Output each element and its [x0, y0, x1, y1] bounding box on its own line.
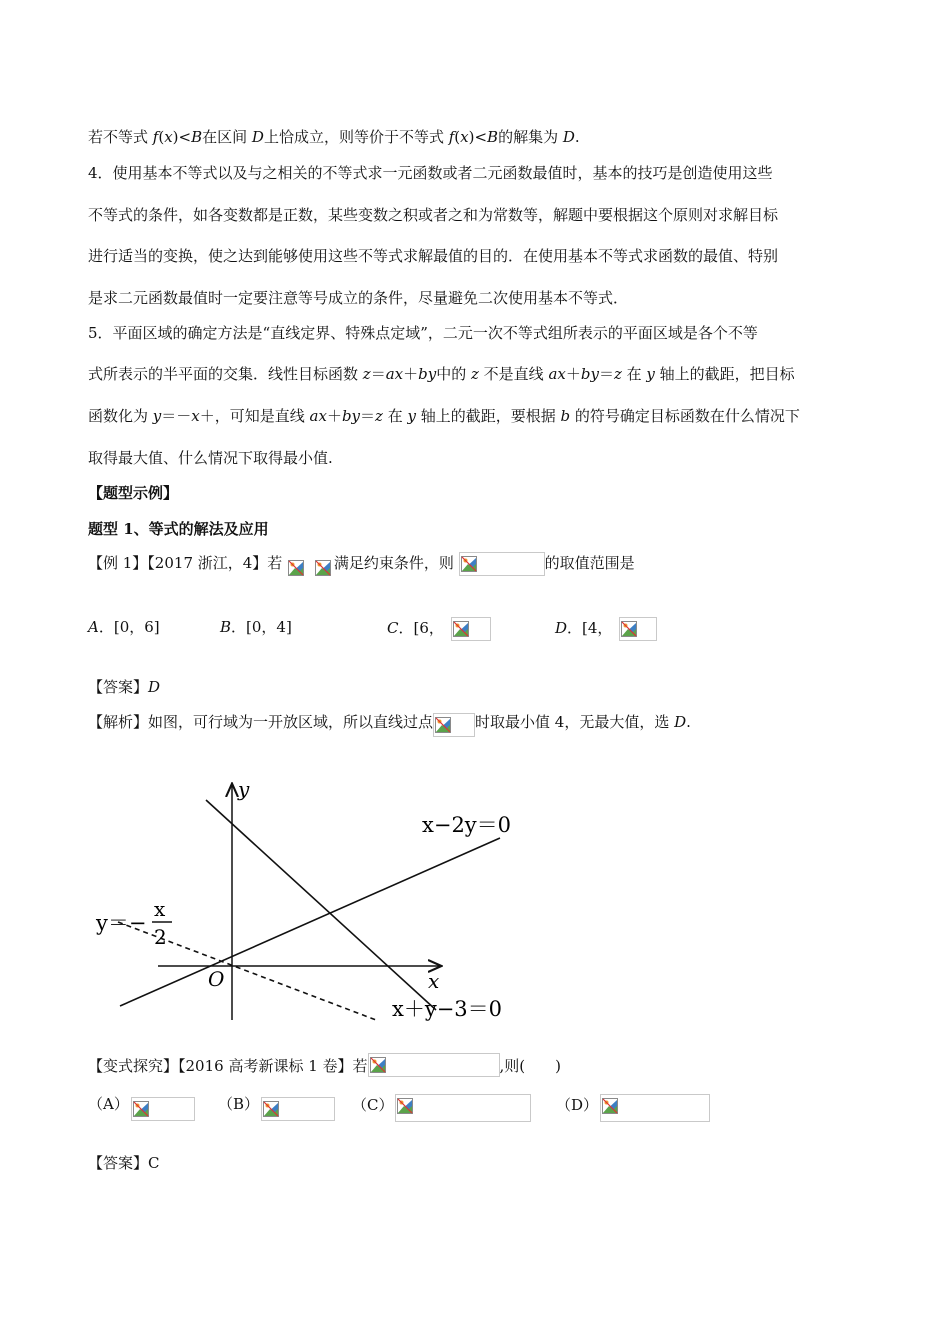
broken-image-icon: [133, 1101, 149, 1117]
variant-option-a: （A）: [88, 1094, 195, 1121]
line1-label: x−2y＝0: [422, 813, 512, 837]
broken-image-icon: [315, 560, 331, 576]
image-placeholder-variant-c: [395, 1094, 531, 1122]
broken-image-icon: [435, 717, 451, 733]
item5-line-3: 函数化为 y＝－x＋，可知是直线 ax＋by＝z 在 y 轴上的截距，要根据 b 的符号确定目标函数在什么情况下: [88, 407, 800, 425]
line-x-plus-y-minus-3: [206, 800, 436, 1010]
image-placeholder-variant-b: [261, 1097, 335, 1121]
broken-image-icon: [288, 560, 304, 576]
broken-image-icon: [621, 621, 637, 637]
origin-label: O: [208, 967, 225, 991]
item4-line-4: 是求二元函数最值时一定要注意等号成立的条件，尽量避免二次使用基本不等式．: [88, 289, 629, 307]
y-axis-label: y: [238, 777, 250, 801]
example1-line: 【例 1】【2017 浙江，4】若 满足约束条件，则 的取值范围是: [88, 552, 635, 586]
broken-image-icon: [461, 556, 477, 572]
analysis1: 【解析】如图，可行域为一开放区域，所以直线过点 时取最小值 4，无最大值，选 D.: [88, 712, 691, 737]
broken-image-icon: [602, 1098, 618, 1114]
image-placeholder-objective: [459, 552, 545, 576]
line-x-minus-2y: [120, 838, 500, 1006]
type1-title: 题型 1、等式的解法及应用: [88, 520, 269, 538]
item4-line-3: 进行适当的变换，使之达到能够使用这些不等式求解最值的目的．在使用基本不等式求函数的最值、特别: [88, 247, 779, 265]
item5-line-1: 5．平面区域的确定方法是“直线定界、特殊点定域”，二元一次不等式组所表示的平面区域是各个不等: [88, 324, 758, 342]
image-placeholder-variant: [368, 1053, 500, 1077]
line3-numerator: x: [154, 897, 166, 921]
answer2: 【答案】C: [88, 1154, 160, 1172]
image-placeholder-option-d: [619, 617, 657, 641]
answer1: 【答案】D: [88, 678, 161, 696]
line3-label: y＝−: [96, 911, 147, 935]
broken-image-icon: [397, 1098, 413, 1114]
image-placeholder-x-y: [287, 558, 307, 578]
option-d: D．[4，: [555, 617, 657, 641]
option-a: A．[0，6]: [88, 618, 160, 636]
item4-line-1: 4．使用基本不等式以及与之相关的不等式求一元函数或者二元函数最值时，基本的技巧是创造使用这些: [88, 164, 773, 182]
item5-line-2: 式所表示的半平面的交集．线性目标函数 z＝ax＋by中的 z 不是直线 ax＋by＝z 在 y 轴上的截距，把目标: [88, 365, 795, 383]
x-axis-label: x: [428, 969, 440, 993]
line2-label: x＋y−3＝0: [392, 997, 503, 1021]
broken-image-icon: [263, 1101, 279, 1117]
item4-line-2: 不等式的条件，如各变数都是正数，某些变数之积或者之和为常数等，解题中要根据这个原则对求解目标: [88, 206, 779, 224]
image-placeholder-variant-a: [131, 1097, 195, 1121]
option-c: C．[6，: [387, 617, 491, 641]
intro-line: 若不等式 f(x)<B在区间 D上恰成立，则等价于不等式 f(x)<B的解集为 D.: [88, 128, 580, 146]
broken-image-icon: [370, 1057, 386, 1073]
variant-option-b: （B）: [218, 1094, 335, 1121]
line3-denominator: 2: [154, 925, 167, 949]
feasible-region-graph: [88, 770, 548, 1030]
variant-option-c: （C）: [352, 1094, 531, 1122]
image-placeholder-option-c: [451, 617, 491, 641]
image-placeholder-variant-d: [600, 1094, 710, 1122]
option-b: B．[0，4]: [220, 618, 292, 636]
broken-image-icon: [453, 621, 469, 637]
variant-line: 【变式探究】【2016 高考新课标 1 卷】若 ,则( ): [88, 1053, 561, 1077]
variant-option-d: （D）: [556, 1094, 710, 1122]
image-placeholder-point: [433, 713, 475, 737]
item5-line-4: 取得最大值、什么情况下取得最小值.: [88, 449, 333, 467]
image-placeholder-constraints: [314, 558, 334, 578]
section-title: 【题型示例】: [88, 484, 179, 502]
